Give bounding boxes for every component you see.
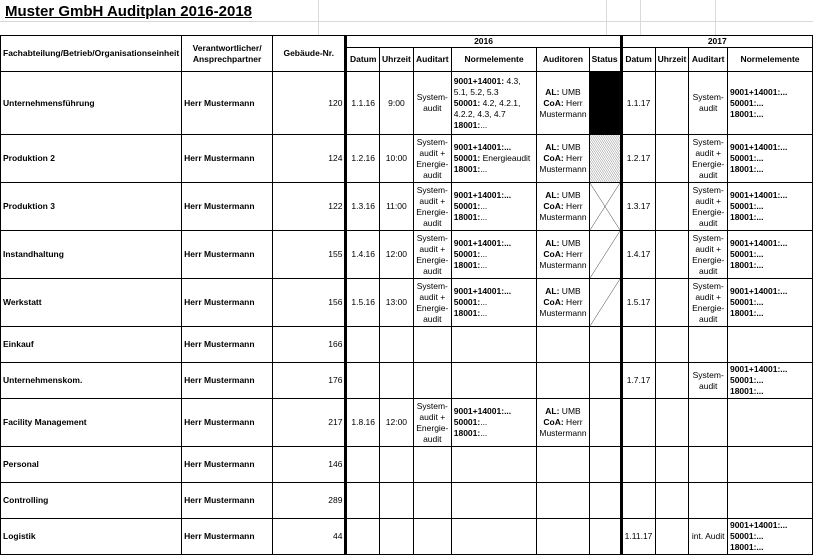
empty-cell <box>346 363 379 399</box>
norm-c-detail: ... <box>480 428 488 438</box>
date-2016-cell: 1.3.16 <box>346 183 379 231</box>
date-2016-cell: 1.2.16 <box>346 135 379 183</box>
norm-c-label: 18001: <box>453 212 481 222</box>
header-building: Gebäude-Nr. <box>273 36 346 72</box>
header-row-years <box>1 36 813 48</box>
co-auditor-value: Herr Mustermann <box>539 153 587 174</box>
norm-2016-cell <box>451 399 537 447</box>
norm-a-label: 9001+14001:... <box>729 86 788 97</box>
auditors-2016-cell <box>537 231 589 279</box>
norm-a-detail: 4.3, 5.1, 5.2, 5.3 <box>453 75 521 97</box>
norm-c-label: 18001: <box>453 164 481 174</box>
norm-a-label: 9001+14001: <box>453 75 505 86</box>
time-2016-cell: 12:00 <box>379 231 413 279</box>
building-cell: 146 <box>273 447 346 483</box>
norm-b-label: 50001: <box>453 297 481 307</box>
empty-cell <box>413 447 451 483</box>
header-2016-auditors: Auditoren <box>537 48 589 72</box>
time-2017-cell <box>655 363 689 399</box>
audit-type-2017-cell: System-audit + Energie-audit <box>689 231 728 279</box>
header-2017-time: Uhrzeit <box>655 48 689 72</box>
empty-cell <box>451 447 537 483</box>
department-cell: Logistik <box>1 519 182 555</box>
date-2016-cell: 1.4.16 <box>346 231 379 279</box>
audit-type-2016-cell: System-audit + Energie-audit <box>413 231 451 279</box>
empty-cell <box>537 447 589 483</box>
norm-b-label: 50001:... <box>729 531 764 541</box>
auditor-lead-value: UMB <box>559 286 581 296</box>
status-marker-icon <box>590 135 620 182</box>
co-auditor-value: Herr Mustermann <box>539 249 587 270</box>
empty-cell <box>655 447 689 483</box>
norm-2016-cell <box>451 231 537 279</box>
empty-cell <box>379 363 413 399</box>
norm-a-label: 9001+14001:... <box>729 364 788 374</box>
department-cell: Personal <box>1 447 182 483</box>
co-auditor-label: CoA: <box>543 417 564 427</box>
co-auditor-value: Herr Mustermann <box>539 97 587 119</box>
audit-type-2017-cell: System-audit <box>689 363 728 399</box>
status-marker-icon <box>590 231 620 278</box>
table-row <box>1 399 813 447</box>
date-2016-cell: 1.8.16 <box>346 399 379 447</box>
norm-a-label: 9001+14001:... <box>729 238 788 248</box>
empty-cell <box>727 483 812 519</box>
norm-c-label: 18001:... <box>729 542 764 552</box>
responsible-cell: Herr Mustermann <box>182 183 273 231</box>
norm-c-label: 18001: <box>453 119 481 130</box>
responsible-cell: Herr Mustermann <box>182 327 273 363</box>
building-cell: 289 <box>273 483 346 519</box>
empty-cell <box>727 447 812 483</box>
norm-b-detail: ... <box>480 417 488 427</box>
norm-2016-cell <box>451 183 537 231</box>
status-2016-cell <box>589 231 621 279</box>
norm-c-label: 18001:... <box>729 212 764 222</box>
norm-2017-cell <box>727 279 812 327</box>
norm-b-label: 50001: <box>453 153 481 163</box>
norm-c-label: 18001:... <box>729 386 764 396</box>
empty-cell <box>655 399 689 447</box>
co-auditor-label: CoA: <box>543 201 564 211</box>
building-cell: 124 <box>273 135 346 183</box>
header-year-2017: 2017 <box>621 36 812 48</box>
empty-cell <box>589 519 621 555</box>
header-2017-norm: Normelemente <box>727 48 812 72</box>
responsible-cell: Herr Mustermann <box>182 279 273 327</box>
auditor-lead-label: AL: <box>545 86 560 97</box>
norm-c-label: 18001: <box>453 428 481 438</box>
norm-b-label: 50001:... <box>729 297 764 307</box>
empty-cell <box>727 399 812 447</box>
department-cell: Einkauf <box>1 327 182 363</box>
building-cell: 176 <box>273 363 346 399</box>
norm-2017-cell <box>727 363 812 399</box>
audit-type-2017-cell: System-audit + Energie-audit <box>689 135 728 183</box>
header-2017-type: Auditart <box>689 48 728 72</box>
auditor-lead-label: AL: <box>545 406 560 416</box>
header-2016-type: Auditart <box>413 48 451 72</box>
auditors-2016-cell <box>537 72 589 135</box>
norm-c-detail: ... <box>480 164 488 174</box>
norm-b-detail: ... <box>480 249 488 259</box>
empty-cell <box>589 483 621 519</box>
auditor-lead-value: UMB <box>559 86 581 97</box>
building-cell: 166 <box>273 327 346 363</box>
co-auditor-value: Herr Mustermann <box>539 201 587 222</box>
empty-cell <box>537 327 589 363</box>
auditors-2016-cell <box>537 135 589 183</box>
empty-cell <box>379 447 413 483</box>
time-2016-cell: 11:00 <box>379 183 413 231</box>
building-cell: 122 <box>273 183 346 231</box>
empty-cell <box>346 327 379 363</box>
empty-cell <box>451 519 537 555</box>
norm-2017-cell <box>727 231 812 279</box>
co-auditor-label: CoA: <box>543 97 564 108</box>
empty-cell <box>346 519 379 555</box>
header-responsible: Verantwortlicher/ Ansprechpartner <box>182 36 273 72</box>
time-2016-cell: 12:00 <box>379 399 413 447</box>
audit-type-2016-cell: System-audit + Energie-audit <box>413 135 451 183</box>
empty-cell <box>621 447 655 483</box>
responsible-cell: Herr Mustermann <box>182 231 273 279</box>
audit-type-2016-cell: System-audit + Energie-audit <box>413 279 451 327</box>
responsible-cell: Herr Mustermann <box>182 483 273 519</box>
norm-b-detail: ... <box>480 297 488 307</box>
table-row <box>1 183 813 231</box>
empty-cell <box>451 483 537 519</box>
time-2017-cell <box>655 72 689 135</box>
norm-a-label: 9001+14001:... <box>453 406 512 416</box>
norm-2016-cell <box>451 279 537 327</box>
building-cell: 156 <box>273 279 346 327</box>
table-row <box>1 135 813 183</box>
norm-a-label: 9001+14001:... <box>729 286 788 296</box>
auditor-lead-label: AL: <box>545 286 560 296</box>
co-auditor-label: CoA: <box>543 249 564 259</box>
department-cell: Instandhaltung <box>1 231 182 279</box>
building-cell: 155 <box>273 231 346 279</box>
department-cell: Produktion 3 <box>1 183 182 231</box>
time-2017-cell <box>655 279 689 327</box>
audit-type-2016-cell: System-audit + Energie-audit <box>413 399 451 447</box>
norm-2017-cell <box>727 72 812 135</box>
audit-type-2017-cell: System-audit <box>689 72 728 135</box>
header-year-2016: 2016 <box>346 36 621 48</box>
norm-a-label: 9001+14001:... <box>729 190 788 200</box>
header-2016-date: Datum <box>346 48 379 72</box>
empty-cell <box>621 483 655 519</box>
department-cell: Produktion 2 <box>1 135 182 183</box>
status-2016-cell <box>589 72 621 135</box>
norm-a-label: 9001+14001:... <box>453 142 512 152</box>
building-cell: 120 <box>273 72 346 135</box>
header-2017-date: Datum <box>621 48 655 72</box>
norm-b-detail: Energieaudit <box>480 153 531 163</box>
table-row <box>1 447 813 483</box>
department-cell: Controlling <box>1 483 182 519</box>
norm-b-label: 50001:... <box>729 153 764 163</box>
norm-b-detail: 4.2, 4.2.1, 4.2.2, 4.3, 4.7 <box>453 97 521 119</box>
empty-cell <box>413 519 451 555</box>
auditor-lead-label: AL: <box>545 190 560 200</box>
norm-2016-cell <box>451 72 537 135</box>
status-marker-icon <box>590 72 620 134</box>
date-2017-cell: 1.2.17 <box>621 135 655 183</box>
responsible-cell: Herr Mustermann <box>182 447 273 483</box>
department-cell: Werkstatt <box>1 279 182 327</box>
empty-cell <box>621 327 655 363</box>
norm-b-label: 50001: <box>453 201 481 211</box>
time-2017-cell <box>655 183 689 231</box>
norm-2016-cell <box>451 135 537 183</box>
audit-type-2017-cell: System-audit + Energie-audit <box>689 279 728 327</box>
empty-cell <box>413 327 451 363</box>
auditor-lead-label: AL: <box>545 142 560 152</box>
empty-cell <box>451 363 537 399</box>
empty-cell <box>537 363 589 399</box>
norm-b-label: 50001:... <box>729 375 764 385</box>
auditor-lead-value: UMB <box>559 142 581 152</box>
date-2017-cell: 1.11.17 <box>621 519 655 555</box>
empty-cell <box>379 519 413 555</box>
auditor-lead-value: UMB <box>559 406 581 416</box>
date-2017-cell: 1.7.17 <box>621 363 655 399</box>
empty-cell <box>589 447 621 483</box>
norm-c-label: 18001: <box>453 308 481 318</box>
norm-a-label: 9001+14001:... <box>453 190 512 200</box>
auditors-2016-cell <box>537 399 589 447</box>
department-cell: Facility Management <box>1 399 182 447</box>
norm-2017-cell <box>727 519 812 555</box>
co-auditor-label: CoA: <box>543 153 564 163</box>
norm-2017-cell <box>727 183 812 231</box>
status-2016-cell <box>589 183 621 231</box>
table-row <box>1 363 813 399</box>
responsible-cell: Herr Mustermann <box>182 363 273 399</box>
building-cell: 217 <box>273 399 346 447</box>
header-department: Fachabteilung/Betrieb/Organisationseinheit <box>1 36 182 72</box>
empty-cell <box>346 447 379 483</box>
co-auditor-label: CoA: <box>543 297 564 307</box>
norm-c-label: 18001:... <box>729 308 764 318</box>
responsible-cell: Herr Mustermann <box>182 135 273 183</box>
norm-a-label: 9001+14001:... <box>453 286 512 296</box>
table-row <box>1 519 813 555</box>
empty-cell <box>413 483 451 519</box>
header-2016-time: Uhrzeit <box>379 48 413 72</box>
time-2017-cell <box>655 519 689 555</box>
norm-c-label: 18001:... <box>729 164 764 174</box>
norm-a-label: 9001+14001:... <box>729 520 788 530</box>
empty-cell <box>379 483 413 519</box>
norm-b-label: 50001:... <box>729 201 764 211</box>
empty-cell <box>689 399 728 447</box>
date-2017-cell: 1.5.17 <box>621 279 655 327</box>
empty-cell <box>589 327 621 363</box>
status-marker-icon <box>590 183 620 230</box>
status-2016-cell <box>589 135 621 183</box>
auditor-lead-label: AL: <box>545 238 560 248</box>
norm-b-label: 50001:... <box>729 97 764 108</box>
status-2016-cell <box>589 399 621 447</box>
norm-a-label: 9001+14001:... <box>453 238 512 248</box>
norm-b-label: 50001: <box>453 417 481 427</box>
norm-c-detail: ... <box>480 308 488 318</box>
empty-cell <box>727 327 812 363</box>
department-cell: Unternehmensführung <box>1 72 182 135</box>
date-2017-cell: 1.3.17 <box>621 183 655 231</box>
time-2017-cell <box>655 135 689 183</box>
co-auditor-value: Herr Mustermann <box>539 417 587 438</box>
auditor-lead-value: UMB <box>559 238 581 248</box>
norm-2017-cell <box>727 135 812 183</box>
norm-c-detail: ... <box>480 260 488 270</box>
co-auditor-value: Herr Mustermann <box>539 297 587 318</box>
norm-c-label: 18001:... <box>729 260 764 270</box>
responsible-cell: Herr Mustermann <box>182 72 273 135</box>
status-marker-icon <box>590 279 620 326</box>
norm-b-detail: ... <box>480 201 488 211</box>
audit-table <box>0 35 813 555</box>
time-2016-cell: 9:00 <box>379 72 413 135</box>
department-cell: Unternehmenskom. <box>1 363 182 399</box>
empty-cell <box>589 363 621 399</box>
status-2016-cell <box>589 279 621 327</box>
responsible-cell: Herr Mustermann <box>182 399 273 447</box>
empty-cell <box>655 327 689 363</box>
responsible-cell: Herr Mustermann <box>182 519 273 555</box>
time-2017-cell <box>655 231 689 279</box>
table-row <box>1 327 813 363</box>
audit-type-2016-cell: System-audit <box>413 72 451 135</box>
empty-cell <box>413 363 451 399</box>
auditor-lead-value: UMB <box>559 190 581 200</box>
empty-cell <box>379 327 413 363</box>
empty-cell <box>346 483 379 519</box>
time-2016-cell: 10:00 <box>379 135 413 183</box>
norm-c-label: 18001:... <box>729 108 764 119</box>
header-2016-status: Status <box>589 48 621 72</box>
empty-cell <box>689 483 728 519</box>
empty-cell <box>537 483 589 519</box>
page-title: Muster GmbH Auditplan 2016-2018 <box>5 3 253 20</box>
audit-type-2016-cell: System-audit + Energie-audit <box>413 183 451 231</box>
table-row <box>1 279 813 327</box>
norm-c-detail: ... <box>480 119 488 130</box>
date-2017-cell: 1.1.17 <box>621 72 655 135</box>
time-2016-cell: 13:00 <box>379 279 413 327</box>
table-row <box>1 231 813 279</box>
table-row <box>1 483 813 519</box>
auditors-2016-cell <box>537 279 589 327</box>
empty-cell <box>451 327 537 363</box>
empty-cell <box>655 483 689 519</box>
auditors-2016-cell <box>537 183 589 231</box>
date-2017-cell: 1.4.17 <box>621 231 655 279</box>
norm-b-label: 50001: <box>453 97 481 108</box>
empty-cell <box>689 447 728 483</box>
empty-cell <box>621 399 655 447</box>
norm-b-label: 50001:... <box>729 249 764 259</box>
norm-b-label: 50001: <box>453 249 481 259</box>
building-cell: 44 <box>273 519 346 555</box>
header-2016-norm: Normelemente <box>451 48 537 72</box>
norm-c-detail: ... <box>480 212 488 222</box>
norm-c-label: 18001: <box>453 260 481 270</box>
empty-cell <box>537 519 589 555</box>
empty-cell <box>689 327 728 363</box>
date-2016-cell: 1.5.16 <box>346 279 379 327</box>
norm-a-label: 9001+14001:... <box>729 142 788 152</box>
audit-type-2017-cell: System-audit + Energie-audit <box>689 183 728 231</box>
table-row <box>1 72 813 135</box>
audit-type-2017-cell: int. Audit <box>689 519 728 555</box>
date-2016-cell: 1.1.16 <box>346 72 379 135</box>
